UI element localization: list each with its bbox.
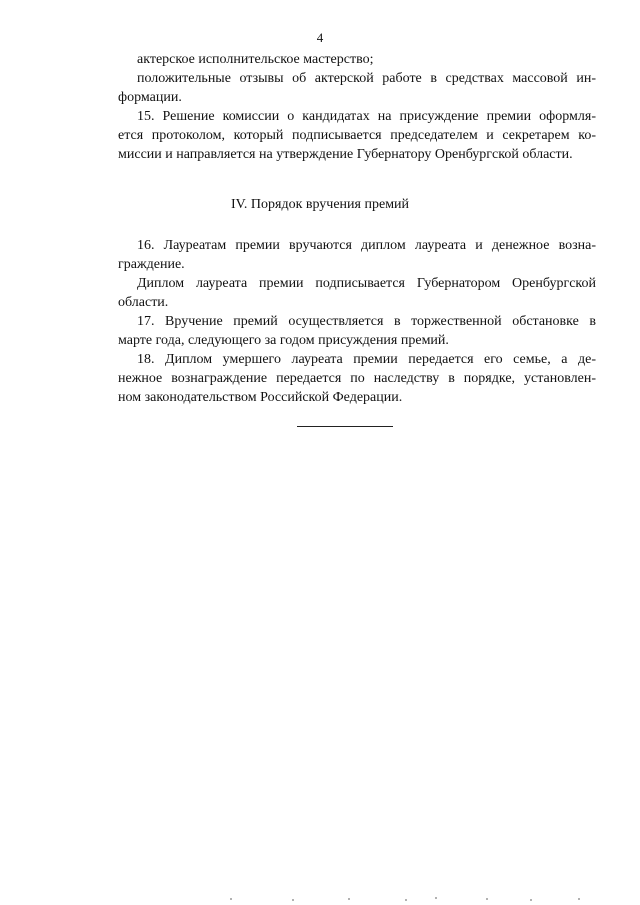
section-four-body bbox=[118, 236, 596, 407]
diploma-signature-line-1: Диплом лауреата премии подписывается Губернатором Оренбургской bbox=[137, 276, 596, 291]
paragraph-17-line-1: 17. Вручение премий осуществляется в торжественной обстановке в bbox=[137, 314, 596, 329]
scan-speck bbox=[435, 897, 437, 899]
paragraph-16-line-1: 16. Лауреатам премии вручаются диплом лауреата и денежное возна- bbox=[137, 238, 596, 253]
paragraph-15-line-3: миссии и направляется на утверждение Губернатору Оренбургской области. bbox=[118, 147, 573, 162]
end-of-document-rule bbox=[297, 426, 393, 427]
scan-speck bbox=[292, 899, 294, 901]
paragraph-18-line-1: 18. Диплом умершего лауреата премии передается его семье, а де- bbox=[137, 352, 596, 367]
paragraph-15-line-2: ется протоколом, который подписывается председателем и секретарем ко- bbox=[118, 128, 596, 143]
page-number: 4 bbox=[316, 30, 324, 45]
section-three-continuation bbox=[118, 50, 596, 164]
scan-speck bbox=[486, 898, 488, 900]
scan-speck bbox=[530, 899, 532, 901]
scan-speck bbox=[230, 898, 232, 900]
paragraph-17-line-2: марте года, следующего за годом присуждения премий. bbox=[118, 333, 449, 348]
scan-speck bbox=[405, 899, 407, 901]
scan-speck bbox=[578, 898, 580, 900]
paragraph-16-line-2: граждение. bbox=[118, 257, 185, 272]
paragraph-18-line-3: ном законодательством Российской Федерации. bbox=[118, 390, 403, 405]
scan-speck bbox=[348, 898, 350, 900]
scan-artifact-specks bbox=[230, 896, 590, 902]
text-line-media-reviews-end: формации. bbox=[118, 90, 182, 105]
text-line-acting-skill: актерское исполнительское мастерство; bbox=[137, 52, 374, 67]
paragraph-18-line-2: нежное вознаграждение передается по наследству в порядке, установлен- bbox=[118, 371, 596, 386]
text-line-media-reviews: положительные отзывы об актерской работе в средствах массовой ин- bbox=[137, 71, 596, 86]
section-four-heading: IV. Порядок вручения премий bbox=[230, 197, 410, 212]
paragraph-15-line-1: 15. Решение комиссии о кандидатах на присуждение премии оформля- bbox=[137, 109, 596, 124]
diploma-signature-line-2: области. bbox=[118, 295, 169, 310]
